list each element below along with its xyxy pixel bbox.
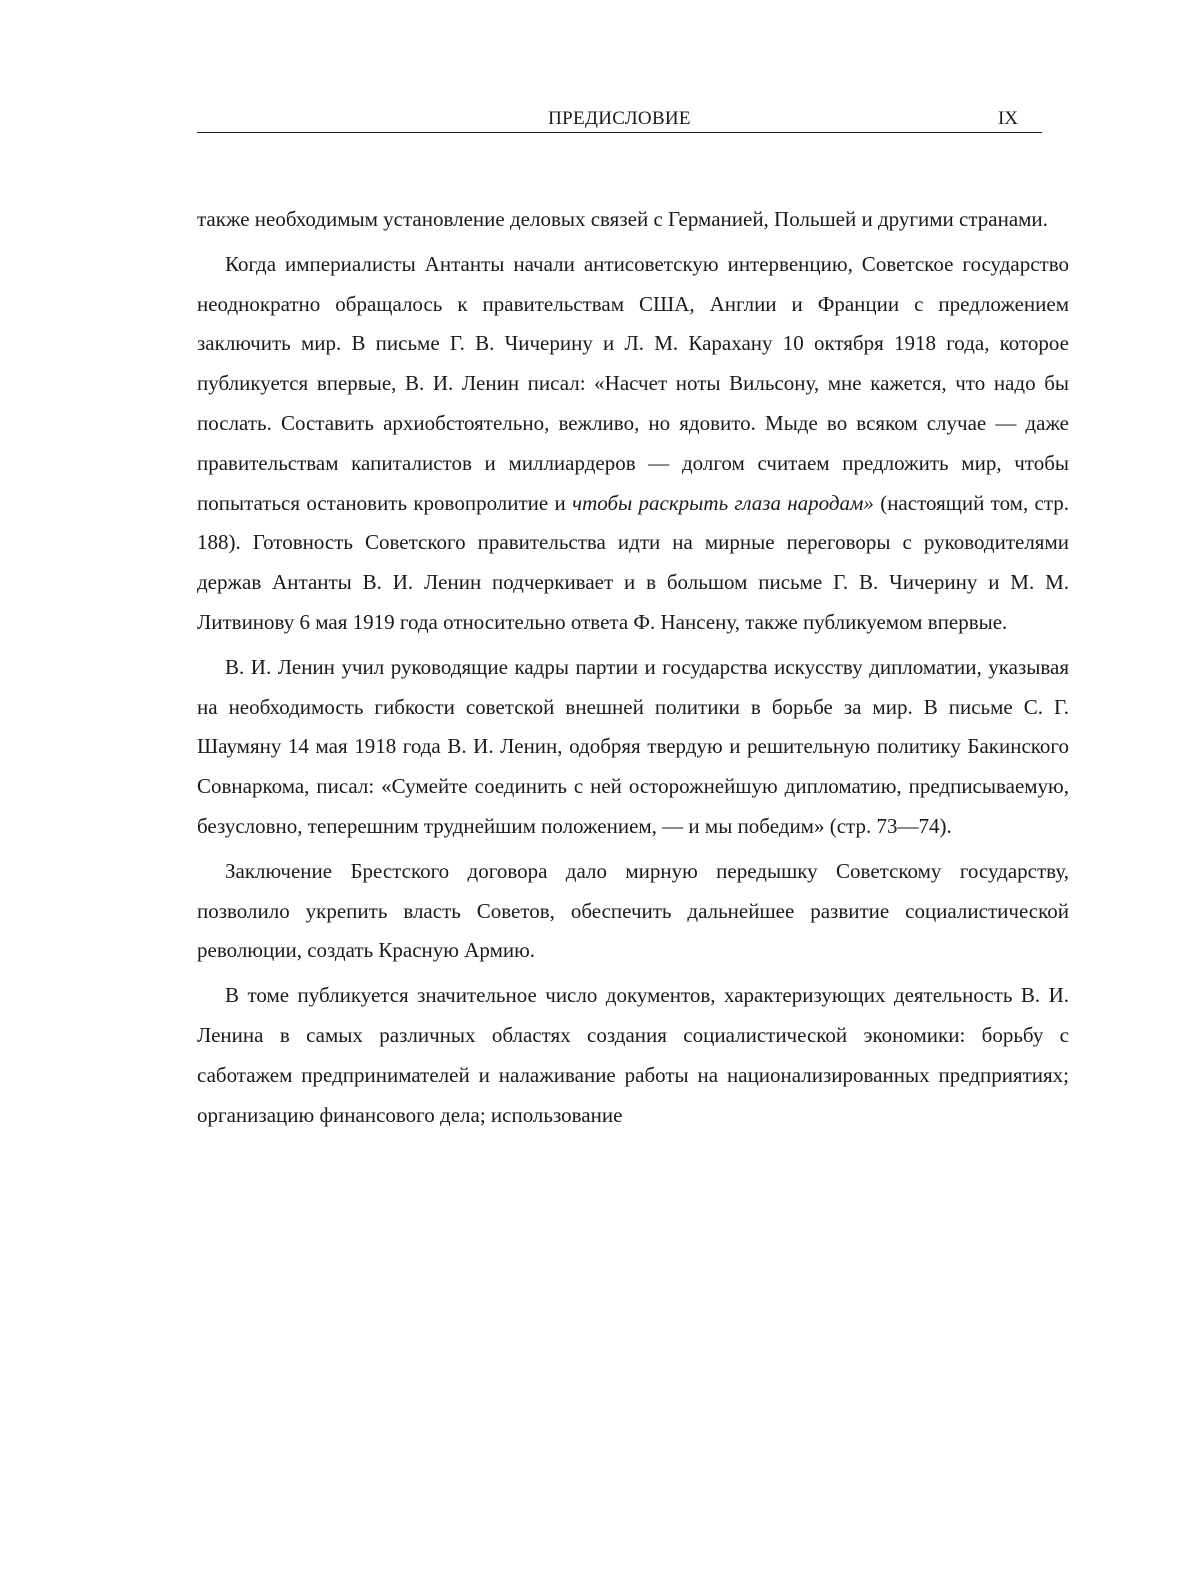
paragraph <box>197 852 1069 971</box>
paragraph <box>197 245 1069 643</box>
running-head <box>197 108 1042 133</box>
paragraph-text: Заключение Брестского договора дало мирную передышку Советскому государству, позволило укрепить власть Советов, обеспечить дальнейшее развитие социалистической революции, создать Красную Армию. <box>197 858 1069 963</box>
paragraph <box>197 976 1069 1135</box>
paragraph-text: Когда империалисты Антанты начали антисоветскую интервенцию, Советское государство неоднократно обращалось к правительствам США, Англии и Франции с предложением заключить мир. В письме Г. В. Чичерину и Л. М. Карахану 10 октября 1918 года, которое публикуется впервые, В. И. Ленин писал: «Насчет ноты Вильсону, мне кажется, что надо бы послать. Составить архиобстоятельно, вежливо, но ядовито. Мыде во всяком случае — даже правительствам капиталистов и миллиардеров — долгом считаем предложить мир, чтобы попытаться остановить кровопролитие и <box>197 251 1069 515</box>
page-number: IX <box>997 108 1018 129</box>
paragraph-text: также необходимым установление деловых связей с Германией, Польшей и другими странами. <box>197 207 1048 231</box>
paragraph-text: В томе публикуется значительное число документов, характеризующих деятельность В. И. Ленина в самых различных областях создания социалистической экономики: борьбу с саботажем предпринимателей и налаживание работы на национализированных предприятиях; организацию финансового дела; использование <box>197 983 1069 1127</box>
paragraph-text: В. И. Ленин учил руководящие кадры партии и государства искусству дипломатии, указывая на необходимость гибкости советской внешней политики в борьбе за мир. В письме С. Г. Шаумяну 14 мая 1918 года В. И. Ленин, одобряя твердую и решительную политику Бакинского Совнаркома, писал: «Сумейте соединить с ней осторожнейшую дипломатию, предписываемую, безусловно, теперешним труднейшим положением, — и мы победим» (стр. 73—74). <box>197 654 1069 838</box>
running-head-title: ПРЕДИСЛОВИЕ <box>548 108 691 129</box>
paragraph-text: (настоящий том, стр. 188). Готовность Советского правительства идти на мирные переговоры с руководителями держав Антанты В. И. Ленин подчеркивает и в большом письме Г. В. Чичерину и М. М. Литвинову 6 мая 1919 года относительно ответа Ф. Нансену, также публикуемом впервые. <box>197 490 1069 634</box>
quotation-italic: чтобы раскрыть глаза народам» <box>572 490 874 515</box>
paragraph <box>197 648 1069 847</box>
paragraph <box>197 200 1069 240</box>
body-text <box>197 200 1069 1135</box>
